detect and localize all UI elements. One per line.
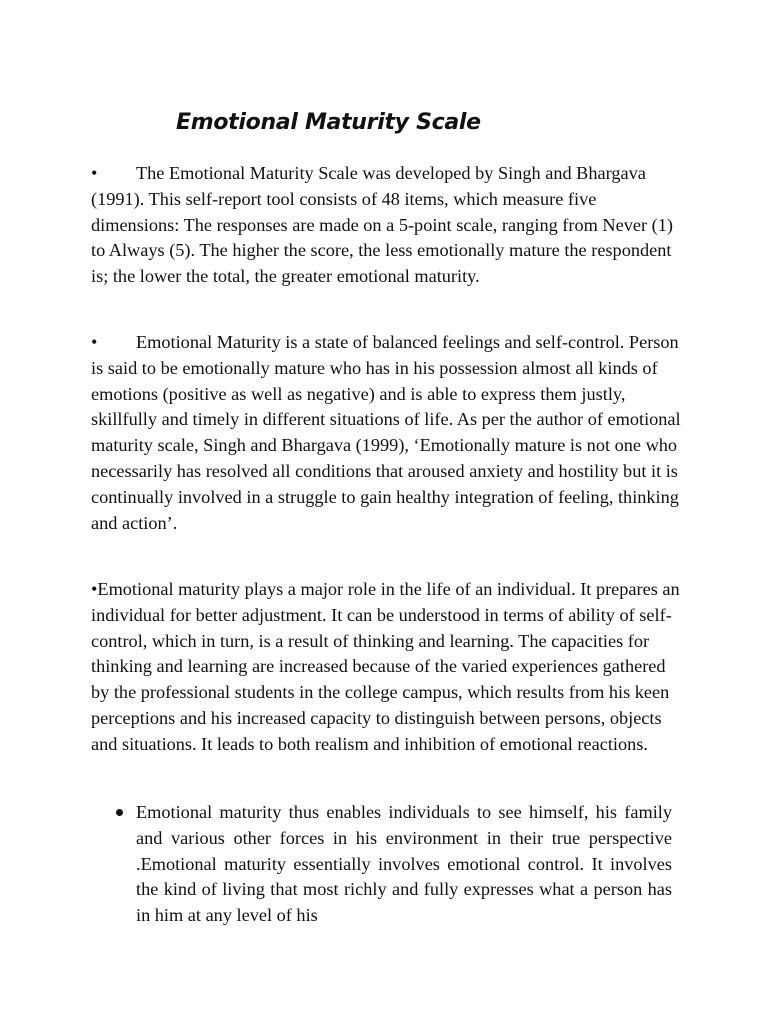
paragraph-3: •Emotional maturity plays a major role in the life of an individual. It prepares an individual for better adjustment. It can be understood in terms of ability of self-control, which in turn, is a result of thinking and learning. The capacities for thinking and learning are increased because of the varied experiences gathered by the professional students in the college campus, which results from his keen perceptions and his increased capacity to distinguish between persons, objects and situations. It leads to both realism and inhibition of emotional reactions. <box>91 579 680 754</box>
bullet-marker: • <box>91 163 98 183</box>
list-item: Emotional maturity thus enables individuals to see himself, his family and various other forces in his environment in their true perspective .Emotional maturity essentially involves emotional control. It involves the kind of living that most richly and fully expresses what a person has in him at any level of his <box>136 802 672 926</box>
paragraph-2 <box>91 330 687 536</box>
list-bullet-icon <box>116 809 123 816</box>
paragraph-2-text: Emotional Maturity is a state of balanced feelings and self-control. Person is said to be emotionally mature who has in his possession almost all kinds of emotions (positive as well as negative) and is able to express them justly, skillfully and timely in different situations of life. As per the author of emotional maturity scale, Singh and Bhargava (1999), ‘Emotionally mature is not one who necessarily has resolved all conditions that aroused anxiety and hostility but it is continually involved in a struggle to gain healthy integration of feeling, thinking and action’. <box>91 332 681 533</box>
paragraph-1 <box>91 161 687 290</box>
paragraph-1-text: The Emotional Maturity Scale was developed by Singh and Bhargava (1991). This self-report tool consists of 48 items, which measure five dimensions: The responses are made on a 5-point scale, ranging from Never (1) to Always (5). The higher the score, the less emotionally mature the respondent is; the lower the total, the greater emotional maturity. <box>91 163 673 287</box>
bullet-marker: • <box>91 332 98 352</box>
page-title: Emotional Maturity Scale <box>176 110 481 135</box>
